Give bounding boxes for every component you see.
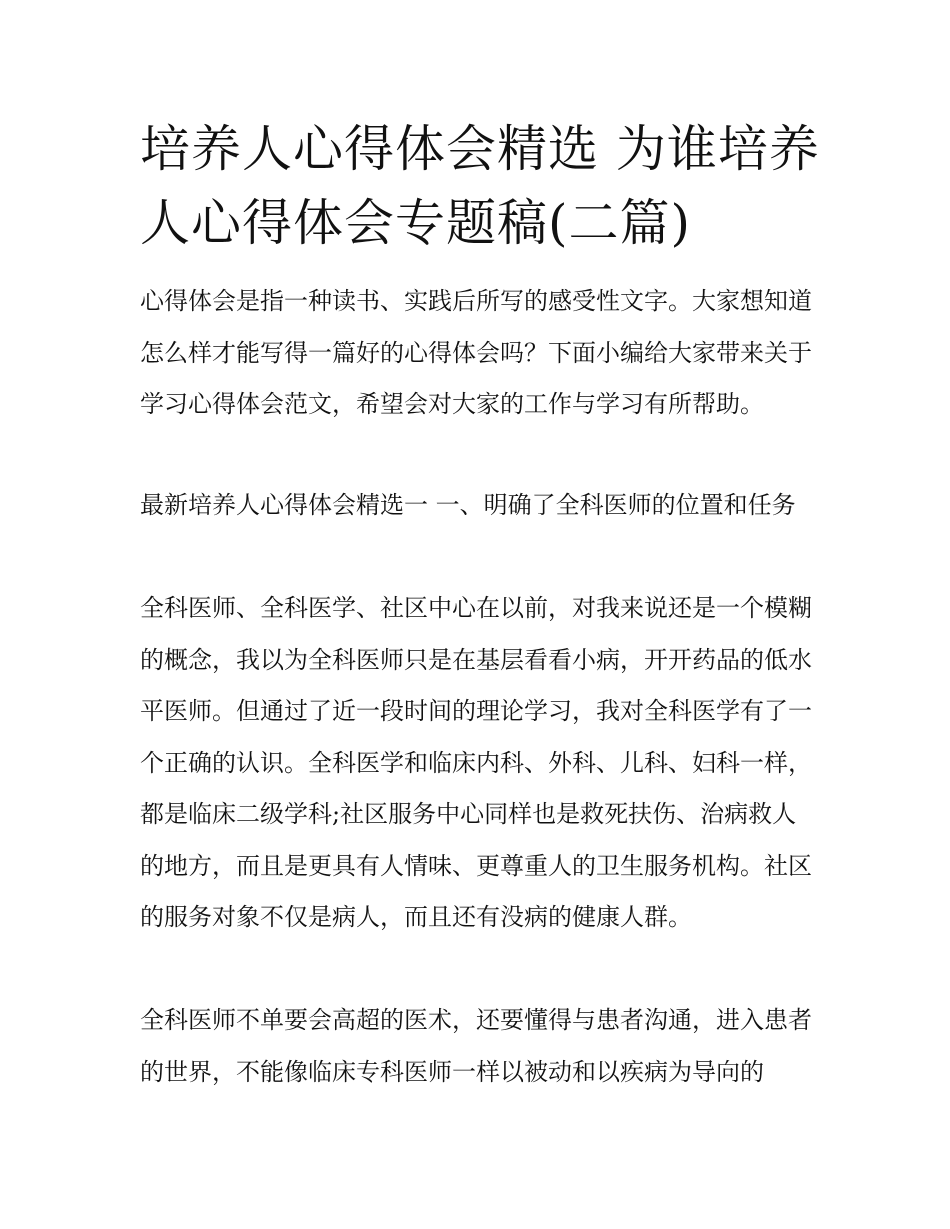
body-paragraph: 全科医师、全科医学、社区中心在以前，对我来说还是一个模糊的概念，我以为全科医师只是在基层看看小病，开开药品的低水平医师。但通过了近一段时间的理论学习，我对全科医学有了一个正确的认识。全科医学和临床内科、外科、儿科、妇科一样，都是临床二级学科;社区服务中心同样也是救死扶伤、治病救人的地方，而且是更具有人情味、更尊重人的卫生服务机构。社区的服务对象不仅是病人，而且还有没病的健康人群。 bbox=[140, 594, 812, 931]
intro-paragraph: 心得体会是指一种读书、实践后所写的感受性文字。大家想知道怎么样才能写得一篇好的心得体会吗？下面小编给大家带来关于学习心得体会范文，希望会对大家的工作与学习有所帮助。 bbox=[140, 287, 812, 418]
body-paragraph: 全科医师不单要会高超的医术，还要懂得与患者沟通，进入患者的世界，不能像临床专科医师一样以被动和以疾病为导向的 bbox=[140, 1006, 812, 1086]
document-title: 培养人心得体会精选 为谁培养人心得体会专题稿(二篇) bbox=[140, 120, 820, 252]
section-heading-paragraph: 最新培养人心得体会精选一 一、明确了全科医师的位置和任务 bbox=[140, 491, 796, 519]
